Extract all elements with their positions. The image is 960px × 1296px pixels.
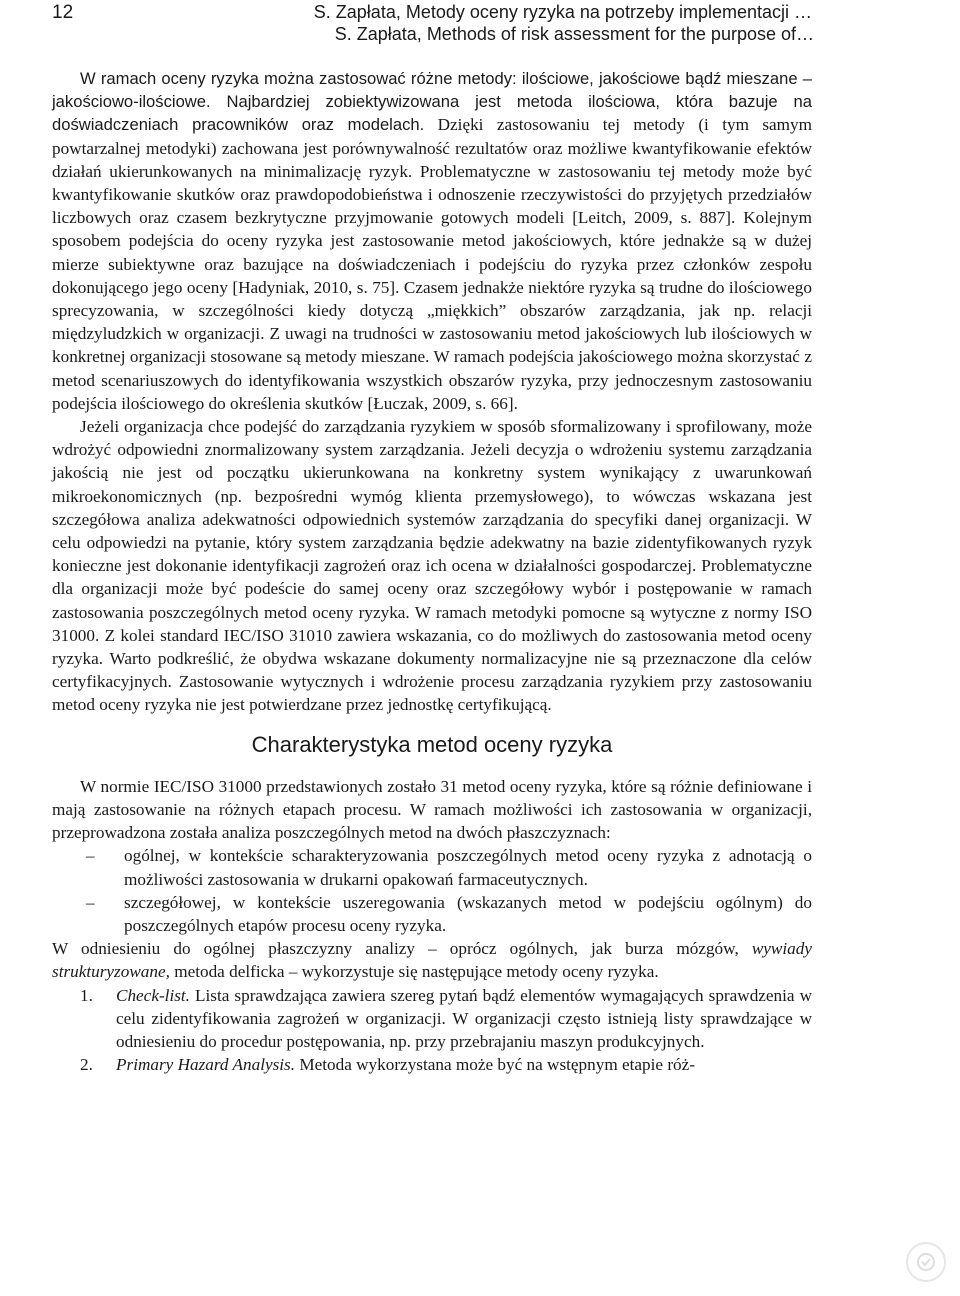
list-number: 2. — [80, 1055, 93, 1075]
paragraph-lead-text: W ramach oceny ryzyka można zastosować różne metody: ilościowe, jakościowe bądź mieszane – jakościowo-ilościowe. Najbardziej zobiektywizowana jest metoda ilościowa, która bazuje na doświadczeniach pracowników oraz modelach. — [52, 69, 812, 135]
method-term: Check-list. — [116, 985, 190, 1005]
methods-lead-text-end: metoda delficka – wykorzystuje się następujące metody oceny ryzyka. — [169, 962, 659, 982]
section-heading: Charakterystyka metod oceny ryzyka — [251, 731, 613, 757]
analysis-planes-list — [52, 844, 812, 937]
article-body — [52, 67, 812, 1076]
list-item-detailed-plane: – szczegółowej, w kontekście uszeregowania (wskazanych metod w podejściu ogólnym) do poszczególnych etapów procesu oceny ryzyka. — [52, 891, 812, 937]
method-term: Primary Hazard Analysis. — [116, 1055, 296, 1075]
list-item-checklist — [52, 984, 812, 1054]
paragraph-methods-overview — [52, 67, 812, 415]
list-item-primary-hazard-analysis — [52, 1053, 812, 1076]
methods-lead-text: W odniesieniu do ogólnej płaszczyzny analizy – oprócz ogólnych, jak burza mózgów, — [52, 939, 752, 959]
section-intro-paragraph: W normie IEC/ISO 31000 przedstawionych zostało 31 metod oceny ryzyka, które są różnie definiowane i mają zastosowanie na różnych etapach procesu. W ramach możliwości ich zastosowania w organizacji, przeprowadzona została analiza poszczególnych metod na dwóch płaszczyznach: — [52, 776, 812, 843]
running-header-polish: S. Zapłata, Metody oceny ryzyka na potrzeby implementacji … — [313, 2, 812, 22]
method-description: Metoda wykorzystana może być na wstępnym etapie róż- — [295, 1055, 695, 1075]
running-header-english: S. Zapłata, Methods of risk assessment for the purpose of… — [334, 24, 814, 44]
methods-lead-italic: wywiady strukturyzowane, — [52, 939, 812, 982]
methods-lead-paragraph — [52, 937, 812, 983]
list-number: 1. — [80, 985, 93, 1005]
method-description: Lista sprawdzająca zawiera szereg pytań bądź elementów wymagających sprawdzenia w celu zidentyfikowania zagrożeń w organizacji. W organizacji często istnieją listy sprawdzające w odniesieniu do procedur postępowania, np. przy przebrajaniu maszyn produkcyjnych. — [116, 985, 812, 1051]
watermark-logo-icon — [906, 1242, 946, 1282]
methods-numbered-list — [52, 984, 812, 1077]
list-item-general-plane: – ogólnej, w kontekście scharakteryzowania poszczególnych metod oceny ryzyka z adnotacją o możliwości zastosowania w drukarni opakowań farmaceutycznych. — [52, 844, 812, 890]
page-number: 12 — [52, 2, 74, 23]
paragraph-continuation-text: Dzięki zastosowaniu tej metody (i tym samym powtarzalnej metodyki) zachowana jest porównywalność rezultatów oraz możliwe kwantyfikowanie efektów działań ukierunkowanych na minimalizację ryzyk. Problematyczne w zastosowaniu tej metody może być kwantyfikowanie skutków oraz prawdopodobieństwa i odnoszenie rzeczywistości do przyjętych przedziałów liczbowych oraz czasem bezkrytyczne przyjmowanie gotowych modeli [Leitch, 2009, s. 887]. Kolejnym sposobem podejścia do oceny ryzyka jest zastosowanie metod jakościowych, które jednakże są w dużej mierze subiektywne oraz bazujące na doświadczeniach i podejściu do ryzyka przez członków zespołu dokonującego jego oceny [Hadyniak, 2010, s. 75]. Czasem jednakże niektóre ryzyka są trudne do ilościowego sprecyzowania, w szczególności kiedy dotyczą „miękkich” obszarów zarządzania, jak np. relacji międzyludzkich w organizacji. Z uwagi na trudności w zastosowaniu metod jakościowych lub ilościowych w konkretnej organizacji stosowane są metody mieszane. W ramach podejścia jakościowego można skorzystać z metod scenariuszowych do identyfikowania wszystkich obszarów ryzyka, przy jednoczesnym zastosowaniu podejścia ilościowego do określenia skutków [Łuczak, 2009, s. 66]. — [52, 115, 812, 413]
paragraph-management-systems: Jeżeli organizacja chce podejść do zarządzania ryzykiem w sposób sformalizowany i sprofilowany, może wdrożyć odpowiedni znormalizowany system zarządzania. Jeżeli decyzja o wdrożeniu systemu zarządzania jakością nie jest od początku ukierunkowana na konkretny system wynikający z uwarunkowań mikroekonomicznych (np. bezpośredni wymóg klienta przemysłowego), to wówczas wskazana jest szczegółowa analiza adekwatności odpowiednich systemów zarządzania do specyfiki danej organizacji. W celu odpowiedzi na pytanie, który system zarządzania będzie adekwatny na bazie zidentyfikowanych ryzyk konieczne jest dokonanie identyfikacji zagrożeń oraz ich ocena w działalności gospodarczej. Problematyczne dla organizacji może być podeście do samej oceny oraz szczegółowy wybór i postępowanie w ramach zastosowania poszczególnych metod oceny ryzyka. W ramach metodyki pomocne są wytyczne z normy ISO 31000. Z kolei standard IEC/ISO 31010 zawiera wskazania, co do możliwych do zastosowania metod oceny ryzyka. Warto podkreślić, że obydwa wskazane dokumenty normalizacyjne nie są przeznaczone dla celów certyfikacyjnych. Zastosowanie wytycznych i wdrożenie procesu zarządzania ryzykiem przy zastosowaniu metod oceny ryzyka nie jest potwierdzane przez jednostkę certyfikującą. — [52, 417, 812, 715]
